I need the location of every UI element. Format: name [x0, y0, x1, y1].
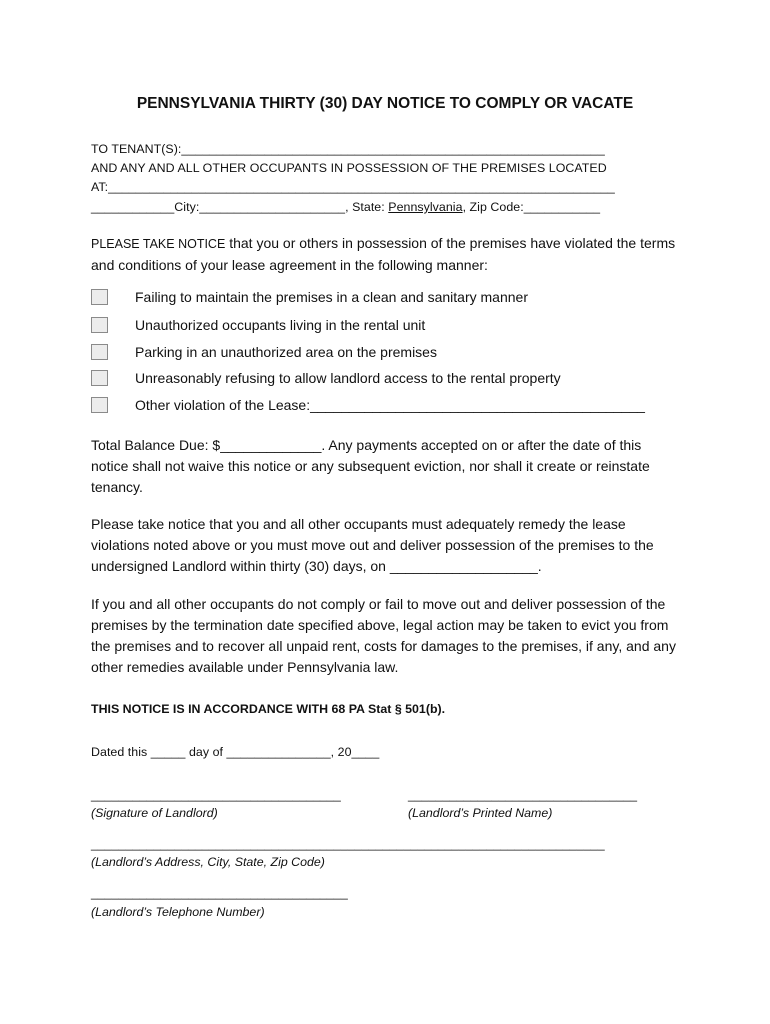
- occupants-line: AND ANY AND ALL OTHER OCCUPANTS IN POSSESSION OF THE PREMISES LOCATED: [91, 161, 607, 175]
- remedy-paragraph: Please take notice that you and all other occupants must adequately remedy the lease violations noted above or you must move out and deliver possession of the premises to the undersigned Landlord within thirty (30) days, on ___________________.: [91, 516, 654, 574]
- violation-label-4: Unreasonably refusing to allow landlord access to the rental property: [135, 370, 561, 386]
- legal-paragraph: If you and all other occupants do not comply or fail to move out and deliver possession of the premises by the termination date specified above, legal action may be taken to evict you from the premises and to recover all unpaid rent, costs for damages to the premises, if any, and any other remedies available under Pennsylvania law.: [91, 596, 676, 675]
- zip-field[interactable]: , Zip Code:___________: [462, 200, 601, 214]
- violation-label-2: Unauthorized occupants living in the rental unit: [135, 317, 426, 333]
- landlord-address-label: (Landlord’s Address, City, State, Zip Code): [91, 855, 325, 869]
- landlord-address-line[interactable]: __________________________________________________________________________: [91, 837, 605, 851]
- violation-checkbox-1[interactable]: [91, 289, 108, 305]
- city-state-zip-line[interactable]: [91, 200, 600, 214]
- violation-label-3: Parking in an unauthorized area on the premises: [135, 344, 437, 360]
- landlord-signature-label: (Signature of Landlord): [91, 806, 218, 820]
- page-title: PENNSYLVANIA THIRTY (30) DAY NOTICE TO COMPLY OR VACATE: [136, 95, 634, 112]
- state-value: Pennsylvania: [388, 200, 463, 214]
- city-field[interactable]: ____________City:_____________________, State:: [91, 200, 389, 214]
- landlord-printed-name-line[interactable]: _________________________________: [408, 788, 638, 802]
- violation-checkbox-3[interactable]: [91, 344, 108, 360]
- landlord-phone-line[interactable]: _____________________________________: [91, 886, 348, 900]
- landlord-phone-label: (Landlord’s Telephone Number): [91, 905, 265, 919]
- intro-text: that you or others in possession of the premises have violated the terms and conditions of your lease agreement in the following manner:: [91, 235, 676, 273]
- intro-caps: PLEASE TAKE NOTICE: [91, 237, 226, 251]
- violation-label-5[interactable]: Other violation of the Lease:___________________________________________: [135, 397, 645, 413]
- intro-paragraph: [91, 233, 676, 276]
- landlord-signature-line[interactable]: ____________________________________: [91, 788, 341, 802]
- landlord-printed-name-label: (Landlord’s Printed Name): [408, 806, 553, 820]
- statute-notice: THIS NOTICE IS IN ACCORDANCE WITH 68 PA Stat § 501(b).: [91, 702, 446, 716]
- tenant-line[interactable]: TO TENANT(S):_____________________________________________________________: [91, 142, 605, 156]
- violation-label-1: Failing to maintain the premises in a clean and sanitary manner: [135, 289, 528, 305]
- premises-address-line[interactable]: AT:_________________________________________________________________________: [91, 180, 615, 194]
- balance-paragraph: Total Balance Due: $_____________. Any payments accepted on or after the date of this notice shall not waive this notice or any subsequent eviction, nor shall it create or reinstate tenancy.: [91, 437, 650, 495]
- violation-checkbox-5[interactable]: [91, 397, 108, 413]
- violation-checkbox-2[interactable]: [91, 317, 108, 333]
- violation-checkbox-4[interactable]: [91, 370, 108, 386]
- dated-line[interactable]: Dated this _____ day of _______________, 20____: [91, 745, 380, 759]
